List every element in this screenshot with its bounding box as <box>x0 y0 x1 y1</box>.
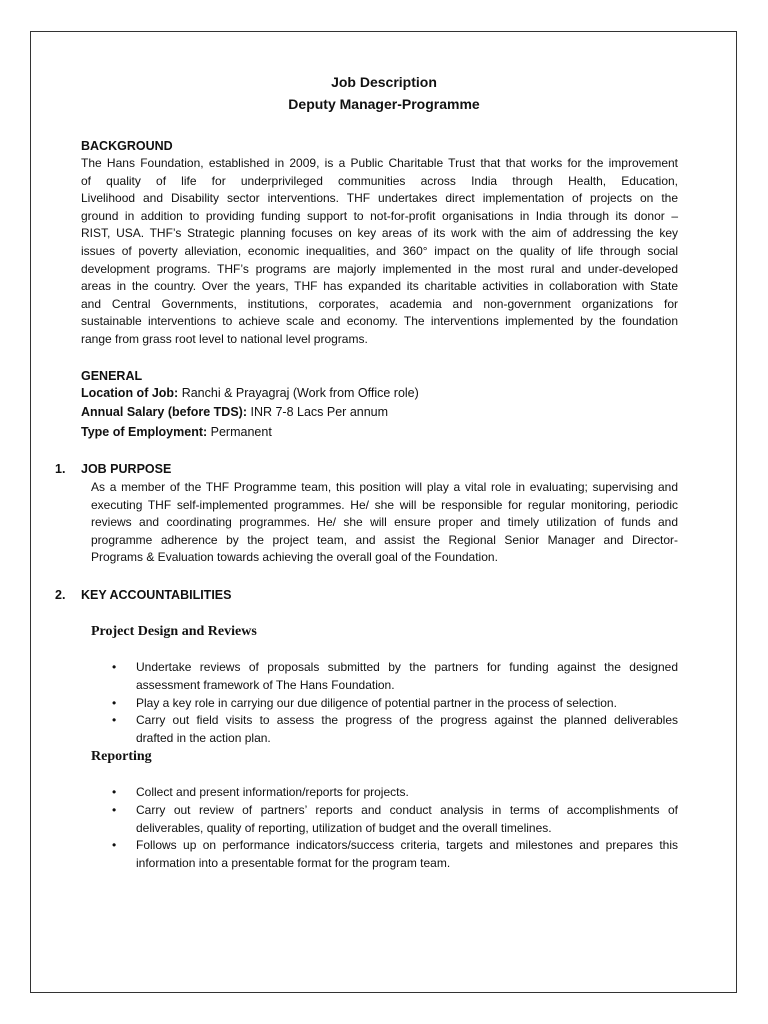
salary-row <box>81 405 388 419</box>
bullet-text-line: information into a presentable format for the program team. <box>136 856 451 871</box>
reporting-heading: Reporting <box>91 749 152 764</box>
location-value: Ranchi & Prayagraj (Work from Office role) <box>178 386 419 400</box>
paragraph-line: issues of poverty alleviation, economic inequalities, and 360° impact on the quality of life through social <box>81 243 678 258</box>
general-heading: GENERAL <box>81 369 143 383</box>
bullet-dot-icon: • <box>112 785 117 799</box>
paragraph-line: Programs & Evaluation towards achieving the overall goal of the Foundation. <box>91 550 498 565</box>
bullet-item <box>112 695 678 713</box>
bullet-text-line: Follows up on performance indicators/success criteria, targets and milestones and prepares this <box>136 838 678 853</box>
paragraph-line: areas in the country. Over the years, THF has expanded its charitable activities in collaboration with State <box>81 279 678 294</box>
project-bullet-list <box>112 659 678 748</box>
employment-value: Permanent <box>207 425 272 439</box>
background-paragraph <box>81 155 678 349</box>
paragraph-line: range from grass root level to national level programs. <box>81 331 368 346</box>
bullet-text-line: Carry out field visits to assess the progress of the progress against the planned deliverables <box>136 713 678 728</box>
paragraph-line: sustainable interventions to achieve scale and economy. The interventions implemented by the foundation <box>81 314 678 329</box>
document-title: Job Description <box>331 74 437 90</box>
bullet-text-line: Carry out review of partners’ reports and conduct analysis in terms of accomplishments of <box>136 802 678 817</box>
bullet-text-line: Undertake reviews of proposals submitted by the partners for funding against the designed <box>136 660 678 674</box>
background-heading: BACKGROUND <box>81 139 173 153</box>
salary-value: INR 7-8 Lacs Per annum <box>247 405 389 419</box>
bullet-item <box>112 837 678 873</box>
accountabilities-number: 2. <box>55 588 66 602</box>
purpose-heading: JOB PURPOSE <box>81 462 172 476</box>
location-label: Location of Job: <box>81 386 179 400</box>
paragraph-line: reviews and coordinating programmes. He/ she will ensure proper and timely utilization of funds and <box>91 515 678 530</box>
bullet-item <box>112 659 678 695</box>
paragraph-line: executing THF self-implemented programmes. He/ she will be responsible for regular monitoring, periodic <box>91 497 678 512</box>
bullet-item <box>112 712 678 748</box>
bullet-dot-icon: • <box>112 695 117 710</box>
employment-label: Type of Employment: <box>81 425 208 439</box>
project-design-heading: Project Design and Reviews <box>91 624 257 639</box>
paragraph-line: programme adherence by the project team, and assist the Regional Senior Manager and Director- <box>91 532 678 547</box>
bullet-dot-icon: • <box>112 838 117 853</box>
paragraph-line: Livelihood and Disability sector interventions. THF undertakes direct implementation of projects on the <box>81 191 678 206</box>
purpose-paragraph <box>91 479 678 567</box>
location-row <box>81 386 419 400</box>
salary-label: Annual Salary (before TDS): <box>81 405 247 419</box>
paragraph-line: of quality of life for underprivileged communities across India through Health, Education, <box>81 173 678 188</box>
bullet-text-line: deliverables, quality of reporting, utilization of budget and the overall timelines. <box>136 820 552 835</box>
paragraph-line: As a member of the THF Programme team, this position will play a vital role in evaluating; supervising and <box>91 480 678 494</box>
bullet-text-line: assessment framework of The Hans Foundation. <box>136 677 395 692</box>
bullet-dot-icon: • <box>112 802 117 817</box>
purpose-number: 1. <box>55 462 66 476</box>
paragraph-line: development programs. THF’s programs are majorly implemented in the most rural and under-developed <box>81 261 678 276</box>
paragraph-line: and Central Governments, institutions, corporates, academia and non-government organizations for <box>81 296 678 311</box>
paragraph-line: RIST, USA. THF’s Strategic planning focuses on key areas of its work with the aim of addressing the key <box>81 226 678 241</box>
bullet-item <box>112 802 678 838</box>
bullet-text-line: Play a key role in carrying our due diligence of potential partner in the process of selection. <box>136 695 617 710</box>
bullet-text-line: Collect and present information/reports for projects. <box>136 785 409 799</box>
bullet-item <box>112 784 678 802</box>
paragraph-line: The Hans Foundation, established in 2009, is a Public Charitable Trust that that works for the improvement <box>81 156 678 170</box>
accountabilities-heading: KEY ACCOUNTABILITIES <box>81 588 232 602</box>
paragraph-line: ground in addition to providing funding support to not-for-profit organisations in India through its donor – <box>81 208 678 223</box>
document-subtitle: Deputy Manager-Programme <box>288 96 480 112</box>
employment-row <box>81 425 272 439</box>
bullet-dot-icon: • <box>112 660 117 674</box>
bullet-text-line: drafted in the action plan. <box>136 731 271 746</box>
bullet-dot-icon: • <box>112 713 117 728</box>
reporting-bullet-list <box>112 784 678 873</box>
